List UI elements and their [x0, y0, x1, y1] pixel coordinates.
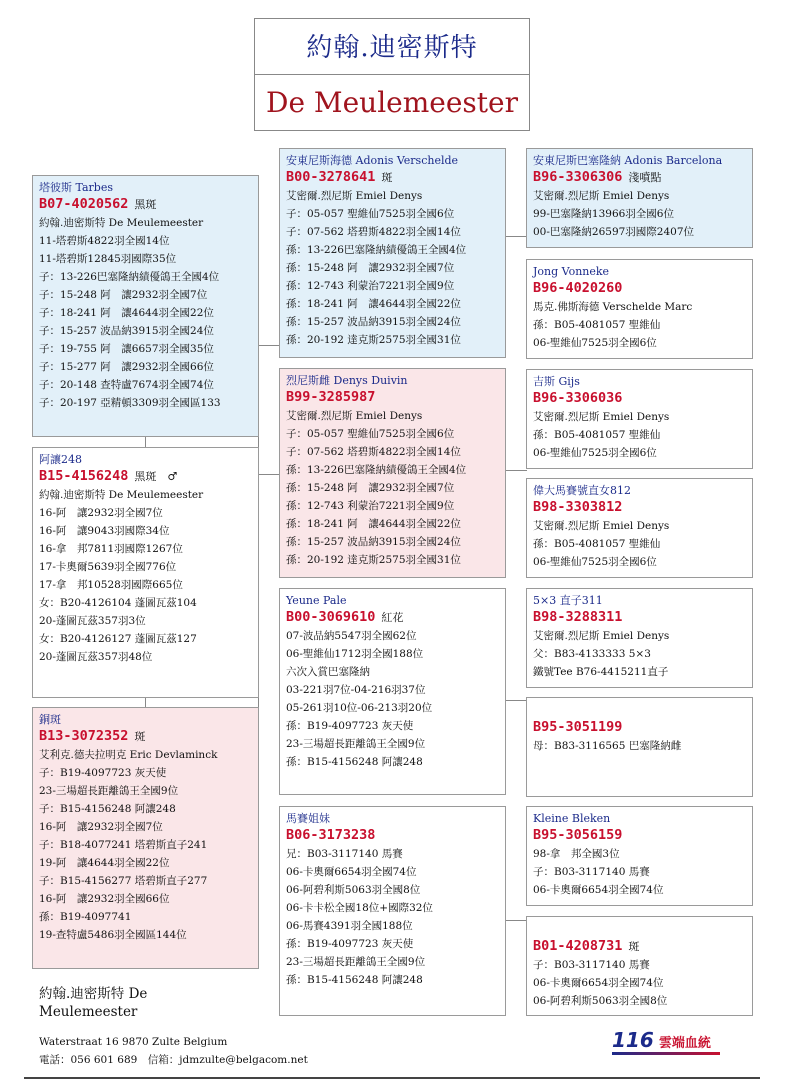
title-english: De Meulemeester — [266, 86, 518, 119]
bird-color: 黑斑 ♂ — [134, 470, 178, 483]
bird-line: 子：15-277 阿 讓2932羽全國66位 — [39, 361, 214, 373]
bird-line: 父：B83-4133333 5×3 — [533, 648, 651, 660]
bird-line: 17-拿 邦10528羽國際665位 — [39, 579, 183, 591]
bird-lines — [533, 627, 747, 681]
ring-number: B15-4156248 — [39, 468, 129, 484]
bird-card-mm[interactable] — [526, 478, 753, 578]
bird-line: 孫：B19-4097741 — [39, 911, 132, 923]
bird-name: 塔彼斯 Tarbes — [39, 181, 113, 194]
pedigree-title-block — [254, 18, 530, 131]
bird-lines — [39, 214, 253, 412]
bird-line: 06-卡奧爾6654羽全國74位 — [533, 977, 664, 989]
bird-line: 孫：15-257 波品納3915羽全國24位 — [286, 316, 461, 328]
connector — [258, 474, 280, 475]
bird-name: 偉大馬賽號直女812 — [533, 484, 631, 497]
bird-color: 黑斑 — [134, 198, 157, 211]
bird-card-dfm[interactable] — [526, 916, 753, 1016]
bird-lines — [533, 737, 747, 755]
bird-line: 16-阿 讓2932羽全國7位 — [39, 507, 163, 519]
bird-line: 子：B15-4156248 阿讓248 — [39, 803, 176, 815]
ring-number: B96-4020260 — [533, 280, 623, 296]
ring-number: B99-3285987 — [286, 389, 376, 405]
bird-name: 5×3 直子311 — [533, 594, 603, 607]
bird-line: 艾利克.德夫拉明克 Eric Devlaminck — [39, 749, 218, 761]
bird-line: 06-聖維仙1712羽全國188位 — [286, 648, 424, 660]
bird-line: 20-蓬圖瓦茲357羽48位 — [39, 651, 153, 663]
bird-name: Yeune Pale — [286, 594, 347, 607]
bird-card-mf[interactable] — [526, 369, 753, 469]
bird-card-dam[interactable] — [32, 707, 259, 969]
connector — [505, 236, 527, 237]
bird-line: 06-馬賽4391羽全國188位 — [286, 920, 413, 932]
bird-line: 20-蓬圖瓦茲357羽3位 — [39, 615, 146, 627]
bird-lines — [533, 298, 747, 352]
bird-name: Kleine Bleken — [533, 812, 611, 825]
owner-name: 約翰.迪密斯特 De Meulemeester — [39, 986, 148, 1020]
bird-line: 子：18-241 阿 讓4644羽全國22位 — [39, 307, 214, 319]
bird-line: 孫：13-226巴塞隆納績優鴿王全國4位 — [286, 464, 467, 476]
bird-line: 鐵號Tee B76-4415211直子 — [533, 666, 669, 678]
bird-color: 斑 — [381, 171, 393, 184]
bird-name: 阿讓248 — [39, 453, 82, 466]
bird-line: 23-三場超長距離鴿王全國9位 — [286, 956, 426, 968]
connector — [505, 470, 527, 471]
bird-line: 孫：15-257 波品納3915羽全國24位 — [286, 536, 461, 548]
bird-line: 子：13-226巴塞隆納績優鴿王全國4位 — [39, 271, 220, 283]
bird-line: 六次入賞巴塞隆納 — [286, 666, 370, 678]
bird-lines — [39, 746, 253, 944]
bird-line: 06-卡卡松全國18位+國際32位 — [286, 902, 433, 914]
bird-name: 安東尼斯巴塞隆納 Adonis Barcelona — [533, 154, 723, 167]
bird-line: 17-卡奧爾5639羽全國776位 — [39, 561, 177, 573]
bird-line: 23-三場超長距離鴿王全國9位 — [39, 785, 179, 797]
bird-line: 孫：18-241 阿 讓4644羽全國22位 — [286, 298, 461, 310]
bird-line: 馬克.佛斯海德 Verschelde Marc — [533, 301, 693, 313]
bird-line: 06-卡奧爾6654羽全國74位 — [286, 866, 417, 878]
bird-name: 馬賽姐妹 — [286, 812, 330, 825]
ring-number: B98-3288311 — [533, 609, 623, 625]
bird-line: 19-查特盧5486羽全國區144位 — [39, 929, 187, 941]
bird-line: 子：15-257 波品納3915羽全國24位 — [39, 325, 214, 337]
owner-contact — [39, 1033, 308, 1069]
ring-number: B07-4020562 — [39, 196, 129, 212]
bird-color: 斑 — [628, 940, 640, 953]
bird-lines — [533, 408, 747, 462]
bird-card-sf[interactable] — [279, 588, 506, 795]
bird-line: 孫：20-192 達克斯2575羽全國31位 — [286, 554, 461, 566]
bird-lines — [533, 956, 747, 1010]
bird-line: 子：B15-4156277 塔碧斯直子277 — [39, 875, 208, 887]
ring-number: B01-4208731 — [533, 938, 623, 954]
bird-line: 兄：B03-3117140 馬賽 — [286, 848, 403, 860]
ring-number: B98-3303812 — [533, 499, 623, 515]
bird-line: 子：19-755 阿 讓6657羽全國35位 — [39, 343, 214, 355]
connector — [505, 700, 527, 701]
bird-line: 子：07-562 塔碧斯4822羽全國14位 — [286, 226, 461, 238]
bird-line: 子：B19-4097723 灰天使 — [39, 767, 167, 779]
bird-line: 19-阿 讓4644羽全國22位 — [39, 857, 170, 869]
bird-line: 孫：B15-4156248 阿讓248 — [286, 974, 423, 986]
bird-name: 安東尼斯海德 Adonis Verschelde — [286, 154, 459, 167]
bird-card-dff[interactable] — [526, 806, 753, 906]
bird-lines — [286, 845, 500, 989]
bird-line: 06-阿碧利斯5063羽全國8位 — [533, 995, 668, 1007]
bird-line: 子：B03-3117140 馬賽 — [533, 866, 650, 878]
ring-number: B13-3072352 — [39, 728, 129, 744]
bird-line: 孫：18-241 阿 讓4644羽全國22位 — [286, 518, 461, 530]
bird-line: 孫：B15-4156248 阿讓248 — [286, 756, 423, 768]
bird-card-ff[interactable] — [526, 148, 753, 248]
bird-line: 23-三場超長距離鴿王全國9位 — [286, 738, 426, 750]
bird-line: 孫：12-743 利蒙治7221羽全國9位 — [286, 500, 455, 512]
bird-line: 00-巴塞隆納26597羽國際2407位 — [533, 226, 695, 238]
bird-name: 銅斑 — [39, 713, 61, 726]
bird-line: 艾密爾.烈尼斯 Emiel Denys — [533, 411, 670, 423]
bird-line: 99-巴塞隆納13966羽全國6位 — [533, 208, 674, 220]
bird-line: 06-聖維仙7525羽全國6位 — [533, 447, 657, 459]
ring-number: B96-3306306 — [533, 169, 623, 185]
bird-line: 子：20-197 亞精頓3309羽全國區133 — [39, 397, 221, 409]
bird-line: 98-拿 邦全國3位 — [533, 848, 620, 860]
bird-line: 子：B18-4077241 塔碧斯直子241 — [39, 839, 208, 851]
bird-card-sff[interactable] — [526, 588, 753, 688]
logo-underline — [612, 1052, 720, 1055]
bird-line: 約翰.迪密斯特 De Meulemeester — [39, 217, 204, 229]
bird-line: 07-波品納5547羽全國62位 — [286, 630, 417, 642]
bird-line: 女：B20-4126104 蓬圖瓦茲104 — [39, 597, 197, 609]
logo-number: 116 — [612, 1028, 654, 1052]
bird-line: 06-聖維仙7525羽全國6位 — [533, 556, 657, 568]
bird-line: 母：B83-3116565 巴塞隆納雌 — [533, 740, 682, 752]
connector — [505, 920, 527, 921]
bird-lines — [533, 845, 747, 899]
bird-line: 艾密爾.烈尼斯 Emiel Denys — [533, 630, 670, 642]
bird-line: 艾密爾.烈尼斯 Emiel Denys — [533, 520, 670, 532]
bird-line: 艾密爾.烈尼斯 Emiel Denys — [286, 190, 423, 202]
bird-line: 16-阿 讓2932羽全國7位 — [39, 821, 163, 833]
bird-line: 06-阿碧利斯5063羽全國8位 — [286, 884, 421, 896]
contact-line: 電話：056 601 689 信箱：jdmzulte@belgacom.net — [39, 1054, 308, 1066]
bird-color: 紅花 — [381, 611, 404, 624]
ring-number: B00-3069610 — [286, 609, 376, 625]
bird-color: 淺噴點 — [628, 171, 662, 184]
bird-name: 吉斯 Gijs — [533, 375, 580, 388]
bird-line: 孫：B05-4081057 聖維仙 — [533, 319, 661, 331]
bird-line: 11-塔碧斯4822羽全國14位 — [39, 235, 170, 247]
bird-line: 孫：15-248 阿 讓2932羽全國7位 — [286, 262, 455, 274]
bird-lines — [286, 627, 500, 771]
bird-line: 孫：15-248 阿 讓2932羽全國7位 — [286, 482, 455, 494]
bird-card-sfm[interactable] — [526, 697, 753, 797]
bird-line: 16-阿 讓9043羽國際34位 — [39, 525, 170, 537]
connector — [258, 345, 280, 346]
bird-lines — [533, 517, 747, 571]
ring-number: B00-3278641 — [286, 169, 376, 185]
bird-line: 孫：B19-4097723 灰天使 — [286, 938, 414, 950]
bird-name: 烈尼斯雌 Denys Duivin — [286, 374, 408, 387]
bird-card-fm[interactable] — [526, 259, 753, 359]
bird-lines — [286, 187, 500, 349]
bird-line: 05-261羽10位-06-213羽20位 — [286, 702, 433, 714]
connector — [145, 697, 146, 707]
bird-line: 孫：B19-4097723 灰天使 — [286, 720, 414, 732]
title-chinese: 約翰.迪密斯特 — [255, 19, 529, 75]
bird-lines — [533, 187, 747, 241]
bird-line: 子：20-148 查特盧7674羽全國74位 — [39, 379, 214, 391]
bird-lines — [286, 407, 500, 569]
bird-line: 女：B20-4126127 蓬圖瓦茲127 — [39, 633, 197, 645]
bird-card-df[interactable] — [279, 806, 506, 1016]
ring-number: B95-3051199 — [533, 719, 623, 735]
logo — [612, 1028, 722, 1056]
bird-card-sire[interactable] — [32, 447, 259, 698]
ring-number: B96-3306036 — [533, 390, 623, 406]
bird-color: 斑 — [134, 730, 146, 743]
bird-line: 孫：12-743 利蒙治7221羽全國9位 — [286, 280, 455, 292]
bird-line: 16-阿 讓2932羽全國66位 — [39, 893, 170, 905]
bird-line: 16-拿 邦7811羽國際1267位 — [39, 543, 183, 555]
bird-line: 孫：B05-4081057 聖維仙 — [533, 429, 661, 441]
bird-line: 艾密爾.烈尼斯 Emiel Denys — [533, 190, 670, 202]
bird-line: 子：B03-3117140 馬賽 — [533, 959, 650, 971]
bird-card-main[interactable] — [32, 175, 259, 437]
logo-text: 雲端血統 — [658, 1036, 711, 1051]
bird-line: 孫：13-226巴塞隆納績優鴿王全國4位 — [286, 244, 467, 256]
bird-line: 子：15-248 阿 讓2932羽全國7位 — [39, 289, 208, 301]
bird-card-mother[interactable] — [279, 368, 506, 578]
bottom-rule — [24, 1077, 760, 1079]
address-line: Waterstraat 16 9870 Zulte Belgium — [39, 1036, 228, 1048]
bird-line: 11-塔碧斯12845羽國際35位 — [39, 253, 177, 265]
bird-card-father[interactable] — [279, 148, 506, 358]
ring-number: B95-3056159 — [533, 827, 623, 843]
bird-line: 06-卡奧爾6654羽全國74位 — [533, 884, 664, 896]
bird-line: 子：05-057 聖維仙7525羽全國6位 — [286, 428, 455, 440]
bird-line: 06-聖維仙7525羽全國6位 — [533, 337, 657, 349]
bird-line: 03-221羽7位-04-216羽37位 — [286, 684, 426, 696]
bird-line: 子：07-562 塔碧斯4822羽全國14位 — [286, 446, 461, 458]
bird-lines — [39, 486, 253, 666]
bird-line: 孫：B05-4081057 聖維仙 — [533, 538, 661, 550]
bird-line: 子：05-057 聖維仙7525羽全國6位 — [286, 208, 455, 220]
bird-line: 孫：20-192 達克斯2575羽全國31位 — [286, 334, 461, 346]
bird-line: 約翰.迪密斯特 De Meulemeester — [39, 489, 204, 501]
bird-name: Jong Vonneke — [533, 265, 610, 278]
ring-number: B06-3173238 — [286, 827, 376, 843]
bird-line: 艾密爾.烈尼斯 Emiel Denys — [286, 410, 423, 422]
